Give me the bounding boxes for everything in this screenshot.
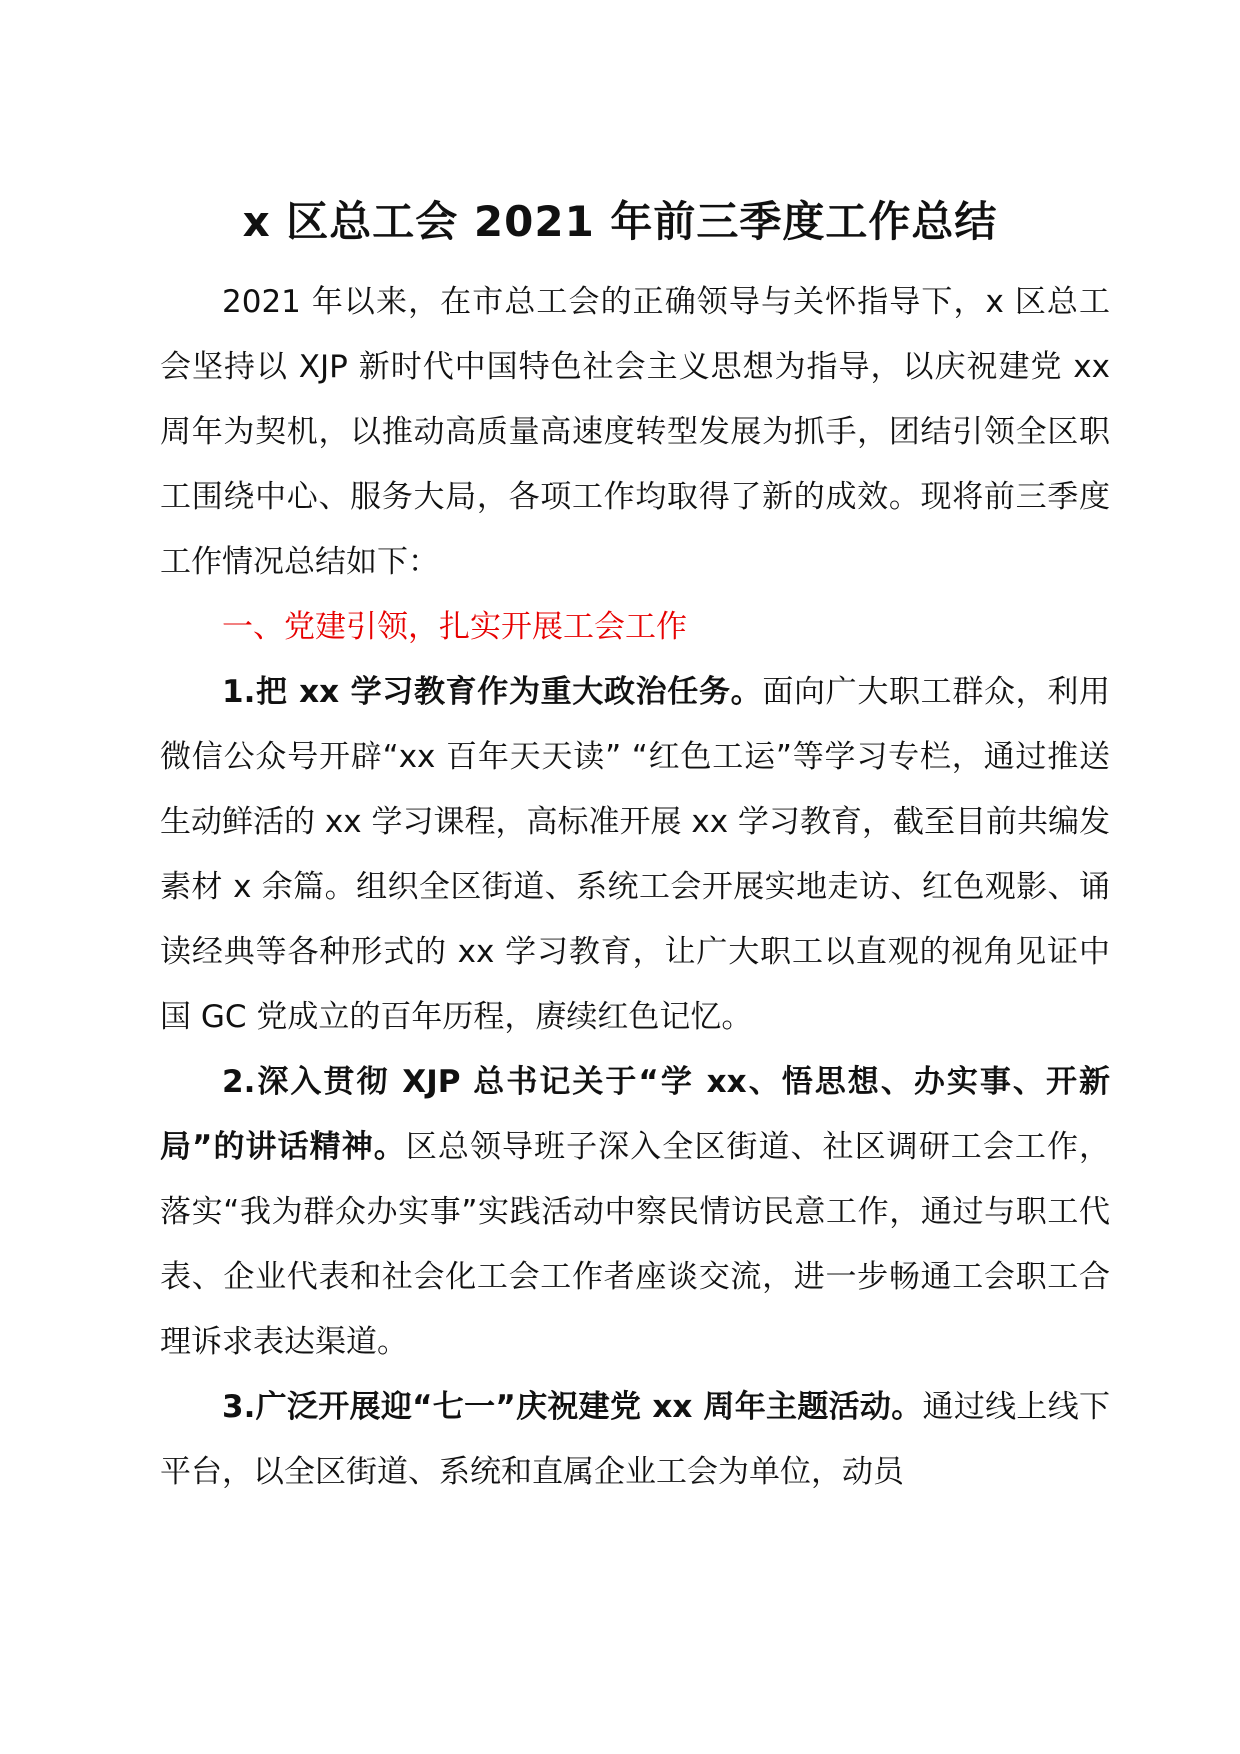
- item-paragraph-1: [160, 660, 1110, 1050]
- item-lead-1: 1.把 xx 学习教育作为重大政治任务。: [222, 674, 763, 710]
- item-text-1: 面向广大职工群众，利用微信公众号开辟“xx 百年天天读” “红色工运”等学习专栏，通过推送生动鲜活的 xx 学习课程，高标准开展 xx 学习教育，截至目前共编发素材 x 余篇。组织全区街道、系统工会开展实地走访、红色观影、诵读经典等各种形式的 xx 学习教育，让广大职工以直观的视角见证中国 GC 党成立的百年历程，赓续红色记忆。: [160, 674, 1111, 1035]
- item-text-2: 区总领导班子深入全区街道、社区调研工会工作，落实“我为群众办实事”实践活动中察民情访民意工作，通过与职工代表、企业代表和社会化工会工作者座谈交流，进一步畅通工会职工合理诉求表达渠道。: [160, 1129, 1111, 1360]
- section-heading: 一、党建引领，扎实开展工会工作: [222, 609, 687, 645]
- item-paragraph-3: [160, 1375, 1110, 1505]
- item-lead-3: 3.广泛开展迎“七一”庆祝建党 xx 周年主题活动。: [222, 1389, 923, 1425]
- item-paragraph-2: [160, 1050, 1110, 1375]
- document-body: [160, 270, 1110, 1505]
- item-lead-2: 2.深入贯彻 XJP 总书记关于“学 xx、悟思想、办实事、开新局”的讲话精神。: [160, 1064, 1110, 1165]
- intro-paragraph: 2021 年以来，在市总工会的正确领导与关怀指导下，x 区总工会坚持以 XJP 新时代中国特色社会主义思想为指导，以庆祝建党 xx 周年为契机，以推动高质量高速度转型发展为抓手，团结引领全区职工围绕中心、服务大局，各项工作均取得了新的成效。现将前三季度工作情况总结如下：: [160, 284, 1110, 580]
- item-text-3: 通过线上线下平台，以全区街道、系统和直属企业工会为单位，动员: [160, 1389, 1111, 1490]
- document-title: x 区总工会 2021 年前三季度工作总结: [242, 197, 998, 246]
